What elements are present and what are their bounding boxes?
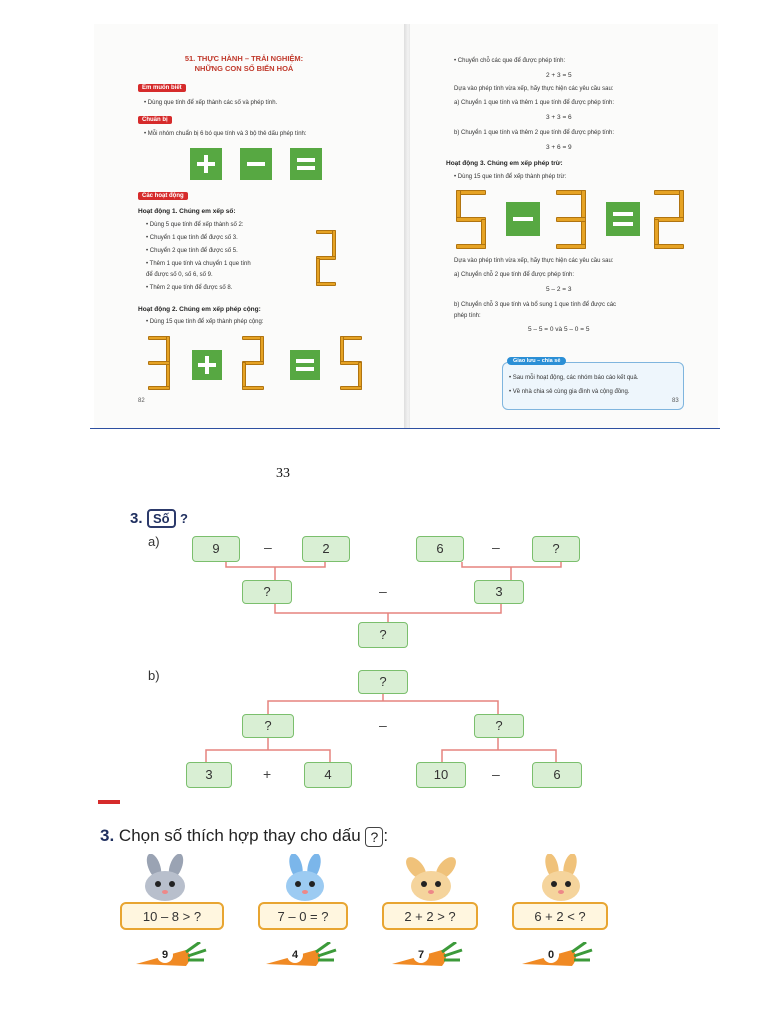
part-b-label: b)	[148, 668, 160, 683]
divider-line	[90, 428, 720, 429]
right-equation: 3 + 6 = 9	[546, 144, 572, 151]
hd2-title: Hoạt động 2. Chúng em xếp phép cộng:	[138, 306, 261, 313]
number-box: 3	[474, 580, 524, 604]
right-equation: 2 + 3 = 5	[546, 72, 572, 79]
exercise-bunny-heading	[100, 826, 388, 847]
tag-cac-hoat-dong: Các hoạt động	[138, 192, 188, 200]
number-box: 6	[416, 536, 464, 562]
hd1-item: • Thêm 2 que tính để được số 8.	[146, 285, 233, 291]
operator: –	[379, 717, 387, 733]
comparison-card: 10 – 8 > ?	[120, 902, 224, 930]
carrot-icon	[134, 942, 214, 974]
operator: –	[492, 766, 500, 782]
page-number-right: 83	[672, 398, 679, 404]
exercise-bunnies	[96, 818, 636, 978]
right-line: b) Chuyển 1 que tính và thêm 2 que tính để được phép tính:	[454, 130, 615, 136]
tag-em-muon-biet: Em muốn biết	[138, 84, 186, 92]
share-item: • Sau mỗi hoạt động, các nhóm báo cáo kết quả.	[509, 375, 639, 381]
so-label: Số	[147, 509, 176, 528]
blue-bunny-icon	[270, 854, 340, 902]
carrot-option[interactable]	[134, 942, 214, 974]
carrot-option[interactable]	[520, 942, 600, 974]
comparison-card: 7 – 0 = ?	[258, 902, 348, 930]
hd3-title: Hoạt động 3. Chúng em xếp phép trừ:	[446, 160, 563, 167]
operator: –	[379, 583, 387, 599]
hd1-item: để được số 0, số 6, số 9.	[146, 272, 213, 278]
em-muon-biet-text: • Dùng que tính để xếp thành các số và phép tính.	[144, 100, 278, 106]
lesson-title-1: 51. THỰC HÀNH – TRẢI NGHIỆM:	[184, 54, 304, 63]
lesson-title-2: NHỮNG CON SỐ BIẾN HOÁ	[194, 64, 294, 73]
carrot-icon	[520, 942, 600, 974]
answer-box[interactable]: ?	[474, 714, 524, 738]
right-line: a) Chuyển chỗ 2 que tính để được phép tính:	[454, 272, 575, 278]
number-box: 3	[186, 762, 232, 788]
chuan-bi-text: • Mỗi nhóm chuẩn bị 6 bó que tính và 3 bộ thẻ dấu phép tính:	[144, 131, 307, 137]
answer-box[interactable]: ?	[532, 536, 580, 562]
right-equation: 5 – 2 = 3	[546, 286, 572, 293]
hd1-item: • Thêm 1 que tính và chuyển 1 que tính	[146, 261, 251, 267]
right-line: phép tính:	[454, 313, 481, 319]
right-line: • Chuyển chỗ các que để được phép tính:	[454, 58, 566, 64]
number-box: 6	[532, 762, 582, 788]
hd1-item: • Dùng 5 que tính để xếp thành số 2:	[146, 222, 244, 228]
operator: +	[263, 766, 272, 782]
operator: –	[264, 539, 272, 555]
right-line: a) Chuyển 1 que tính và thêm 1 que tính để được phép tính:	[454, 100, 615, 106]
number-box: 9	[192, 536, 240, 562]
right-equation: 5 – 5 = 0 và 5 – 0 = 5	[528, 326, 590, 333]
carrot-value: 7	[413, 947, 429, 963]
left-page	[94, 24, 406, 428]
hd1-item: • Chuyển 1 que tính để được số 3.	[146, 235, 238, 241]
exercise-3-heading	[130, 510, 188, 528]
minus-card-icon	[240, 148, 272, 180]
operator: –	[492, 539, 500, 555]
textbook-spread	[94, 24, 718, 428]
right-page	[410, 24, 718, 428]
hd1-item: • Chuyển 2 que tính để được số 5.	[146, 248, 238, 254]
hd1-title: Hoạt động 1. Chúng em xếp số:	[138, 208, 236, 215]
right-line: Dựa vào phép tính vừa xếp, hãy thực hiện các yêu cầu sau:	[454, 86, 614, 92]
carrot-value: 0	[543, 947, 559, 963]
comparison-card: 2 + 2 > ?	[382, 902, 478, 930]
share-box	[502, 358, 684, 410]
number-box: 10	[416, 762, 466, 788]
carrot-option[interactable]	[390, 942, 470, 974]
instruction-colon: :	[383, 826, 389, 845]
answer-box[interactable]: ?	[242, 580, 292, 604]
tan-bunny-icon	[526, 854, 596, 902]
exercise-instruction: Chọn số thích hợp thay cho dấu	[118, 826, 361, 845]
part-a-label: a)	[148, 534, 160, 549]
carrot-value: 4	[287, 947, 303, 963]
number-box: 4	[304, 762, 352, 788]
exercise-tree	[96, 484, 634, 804]
carrot-icon	[390, 942, 470, 974]
answer-box[interactable]: ?	[358, 670, 408, 694]
share-tag: Giao lưu – chia sẻ	[507, 357, 566, 365]
page-marker: 33	[276, 466, 290, 481]
answer-box[interactable]: ?	[358, 622, 408, 648]
answer-box[interactable]: ?	[242, 714, 294, 738]
plus-card-icon	[190, 148, 222, 180]
page-number-left: 82	[138, 398, 145, 404]
right-line: Dựa vào phép tính vừa xếp, hãy thực hiện các yêu cầu sau:	[454, 258, 614, 264]
question-box-icon: ?	[365, 827, 383, 847]
comparison-card: 6 + 2 < ?	[512, 902, 608, 930]
hd2-item: • Dùng 15 que tính để xếp thành phép cộng:	[146, 319, 264, 325]
carrot-value: 9	[157, 947, 173, 963]
exercise-number: 3.	[130, 510, 143, 527]
grey-bunny-icon	[130, 854, 200, 902]
carrot-option[interactable]	[264, 942, 344, 974]
right-equation: 3 + 3 = 6	[546, 114, 572, 121]
hd3-item: • Dùng 15 que tính để xếp thành phép trừ:	[454, 174, 567, 180]
tan-bunny-icon	[396, 854, 466, 902]
carrot-icon	[264, 942, 344, 974]
exercise-number: 3.	[100, 826, 115, 845]
right-line: b) Chuyển chỗ 3 que tính và bổ sung 1 que tính để được các	[454, 302, 617, 308]
number-box: 2	[302, 536, 350, 562]
question-mark: ?	[180, 511, 188, 526]
equals-card-icon	[290, 148, 322, 180]
tag-chuan-bi: Chuẩn bị	[138, 116, 172, 124]
share-item: • Về nhà chia sẻ cùng gia đình và cộng đồng.	[509, 389, 630, 395]
